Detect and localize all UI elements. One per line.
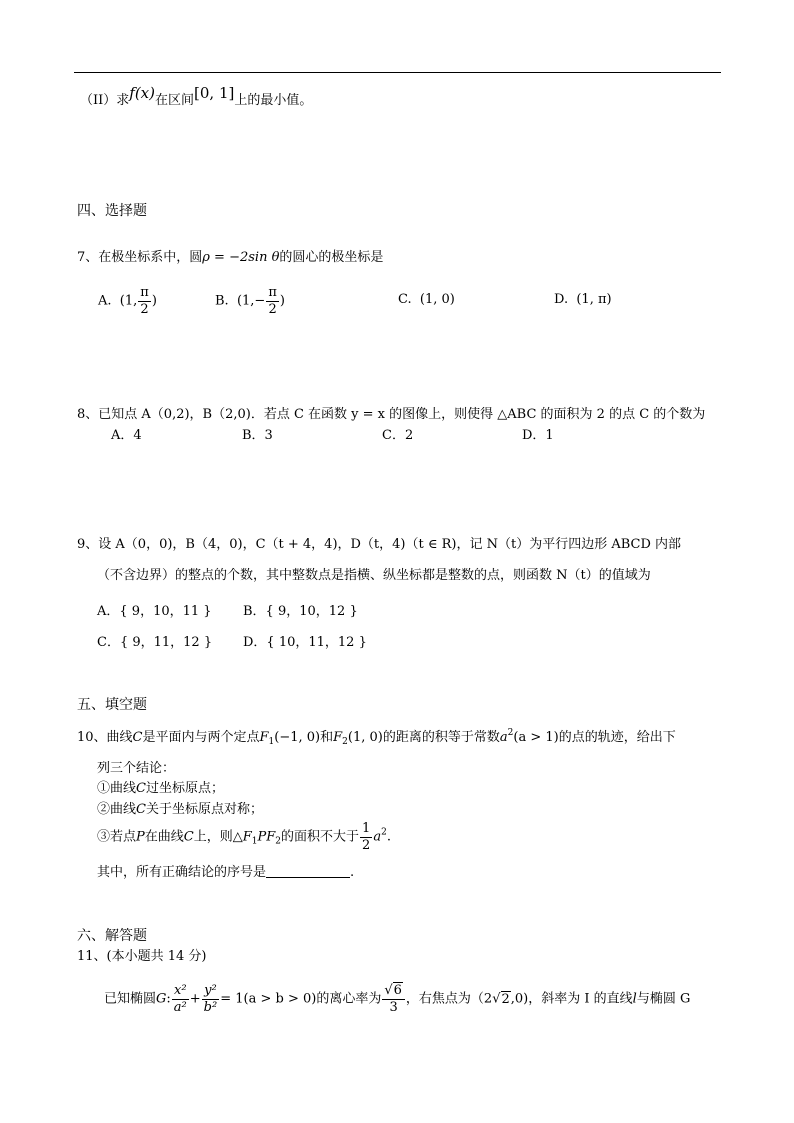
q10-c3-curve: C <box>183 829 194 845</box>
q10-f1-sub: 1 <box>268 737 275 747</box>
q10-stem-c: 的距离的积等于常数 <box>382 730 500 745</box>
part2-mid: 在区间 <box>155 93 195 108</box>
section-title: 六、解答题 <box>77 928 147 944</box>
q7-option-c <box>398 293 455 306</box>
q7-option-b-den: 2 <box>268 301 277 317</box>
q10-a: a <box>499 730 508 745</box>
q8-option-d: D．1 <box>522 428 554 443</box>
q11-frac-x <box>172 984 189 1014</box>
q10-c2-a: ②曲线 <box>97 802 137 817</box>
q7-option-a-label: A. <box>98 293 112 309</box>
q7-option-b-post: ) <box>279 293 285 309</box>
q11-a2: a² <box>173 999 187 1015</box>
q11-ellipse-g: G <box>156 991 167 1007</box>
q11-frac-y <box>202 984 220 1014</box>
q7-option-a-den: 2 <box>140 301 149 317</box>
part2-prefix: （II）求 <box>80 93 130 108</box>
q10-c3-num: 1 <box>362 821 371 836</box>
q11-x2: x² <box>174 983 187 998</box>
q10-curve-c: C <box>132 730 143 745</box>
q7-option-b-frac <box>266 286 279 316</box>
q11-line-l: l <box>632 991 637 1007</box>
q10-cond: (a > 1) <box>513 730 559 745</box>
q10-c3-a: ③若点 <box>97 829 137 845</box>
q11-y2: y² <box>204 983 217 998</box>
q7-option-a-num: π <box>140 285 149 300</box>
q7-option-c-label: C. <box>398 292 412 307</box>
q9-option-b: B．{ 9，10，12 } <box>243 604 358 619</box>
q8-option-b: B．3 <box>242 428 273 443</box>
q7-option-a-frac <box>138 286 151 316</box>
q10-ask <box>97 865 354 879</box>
q11-eccentricity: $\frac{√6}{3}$ <box>382 984 405 1014</box>
q10-conclusion-3 <box>97 822 391 852</box>
q11-head: 11、(本小题共 14 分) <box>77 949 207 964</box>
q7-option-b <box>215 286 285 316</box>
q10-c3-b: 在曲线 <box>144 829 184 845</box>
q10-conclusion-2 <box>97 803 263 816</box>
q10-stem-d: 的点的轨迹，给出下 <box>558 730 676 745</box>
q10-c3-a2-sup: 2 <box>381 827 387 838</box>
q10-f1-coord: (−1, 0) <box>274 730 321 745</box>
q7-equation: ρ = −2sin θ <box>202 250 280 265</box>
q7-option-d-label: D. <box>554 292 569 307</box>
q7-option-b-num: π <box>268 285 277 300</box>
q10-f1: F <box>259 730 269 745</box>
q10-ask-text: 其中，所有正确结论的序号是 <box>97 865 267 880</box>
q10-c3-c: 上，则 <box>193 829 233 845</box>
section-title: 四、选择题 <box>77 203 147 219</box>
q10-c3-sub2: 2 <box>275 836 282 847</box>
q10-ask-end: . <box>350 865 355 880</box>
q7-option-c-value: (1, 0) <box>419 292 455 307</box>
q7-option-a-pre: (1, <box>119 293 138 309</box>
q7-stem-b: 的圆心的极坐标是 <box>279 250 384 265</box>
q10-c2-curve: C <box>136 802 146 817</box>
q11-f-rad: 2 <box>501 991 510 1007</box>
q11-d: ,0)，斜率为 I 的直线 <box>510 991 633 1007</box>
q10-stem <box>77 729 676 747</box>
q9-line1: 9、设 A（0，0)，B（4，0)，C（t + 4，4)，D（t，4)（t ∈ R)，记 N（t）为平行四边形 ABCD 内部 <box>77 537 682 552</box>
q11-plus: + <box>189 991 201 1007</box>
q8-option-c: C．2 <box>382 428 414 443</box>
q7-option-b-label: B. <box>215 293 229 309</box>
q10-c3-point: P <box>136 829 145 845</box>
q10-f2-sub: 2 <box>342 737 348 747</box>
part2-fx: f(x) <box>129 84 155 102</box>
part2-interval: [0, 1] <box>194 84 235 102</box>
q10-a-sup: 2 <box>507 728 514 738</box>
q10-c3-frac <box>360 822 372 852</box>
q11-e-den: 3 <box>389 999 398 1015</box>
q11-e: 与椭圆 G <box>636 991 691 1007</box>
header-rule <box>74 72 721 73</box>
part2-line <box>80 84 313 108</box>
q9-option-c: C．{ 9，11，12 } <box>97 635 213 650</box>
q9-line2: （不含边界）的整点的个数，其中整数点是指横、纵坐标都是整数的点，则函数 N（t）的值域为 <box>97 568 651 583</box>
q10-conclusion-1 <box>97 782 224 795</box>
q8-option-a: A．4 <box>111 428 142 443</box>
q7-option-a <box>98 286 157 316</box>
q10-c3-den: 2 <box>362 837 371 853</box>
q11-a: 已知椭圆 <box>104 991 157 1007</box>
q10-f2: F <box>333 730 343 745</box>
q11-e-num: 6 <box>393 983 402 998</box>
q9-option-d: D．{ 10，11，12 } <box>243 635 367 650</box>
q7-option-d-value: (1, π) <box>576 292 612 307</box>
q7-stem-a: 7、在极坐标系中，圆 <box>77 250 203 265</box>
q7-option-a-post: ) <box>151 293 157 309</box>
q10-and: 和 <box>320 730 334 745</box>
q11-colon: : <box>166 991 171 1007</box>
q10-stem-b: 是平面内与两个定点 <box>142 730 260 745</box>
q11-eq: = 1(a > b > 0) <box>220 991 317 1007</box>
q10-c1-a: ①曲线 <box>97 781 137 796</box>
q10-c2-b: 关于坐标原点对称； <box>145 802 263 817</box>
q11-c: ，右焦点为（2 <box>405 991 493 1007</box>
q10-c1-b: 过坐标原点； <box>145 781 224 796</box>
q10-stem-a: 10、曲线 <box>77 730 133 745</box>
q11-b: 的离心率为 <box>316 991 382 1007</box>
q10-c3-a2: a <box>373 829 382 845</box>
q8-stem: 8、已知点 A（0,2)，B（2,0)．若点 C 在函数 y = x 的图像上，则使得 △ABC 的面积为 2 的点 C 的个数为 <box>77 407 706 422</box>
part2-suffix: 上的最小值。 <box>234 93 313 108</box>
q10-line2: 列三个结论： <box>97 761 176 776</box>
q10-c3-end: . <box>386 829 391 845</box>
q10-c3-triangle: △F <box>232 829 252 845</box>
q10-c3-pf: PF <box>257 829 276 845</box>
q10-c3-sub1: 1 <box>251 836 258 847</box>
q7-option-d <box>554 293 612 306</box>
q7-option-b-pre: (1,− <box>236 293 266 309</box>
q10-answer-blank[interactable] <box>266 865 350 878</box>
q7-stem <box>77 251 383 264</box>
q10-c3-d: 的面积不大于 <box>281 829 360 845</box>
q10-f2-coord: (1, 0) <box>347 730 383 745</box>
q11-b2: b² <box>203 999 218 1015</box>
section-title: 五、填空题 <box>77 697 147 713</box>
q10-c1-curve: C <box>136 781 146 796</box>
q9-option-a: A．{ 9，10，11 } <box>97 604 212 619</box>
q11-stem: 已知椭圆G: $\frac{\text{x²}}{\text{a²}}$ + $\frac{\text{y²}}{\text{b²}}$ = 1(a > b > 0)的离心率为 $\frac{√6}{3}$ ，右焦点为（2√2,0)，斜率为 I 的直线l与椭圆 G <box>104 983 691 1015</box>
